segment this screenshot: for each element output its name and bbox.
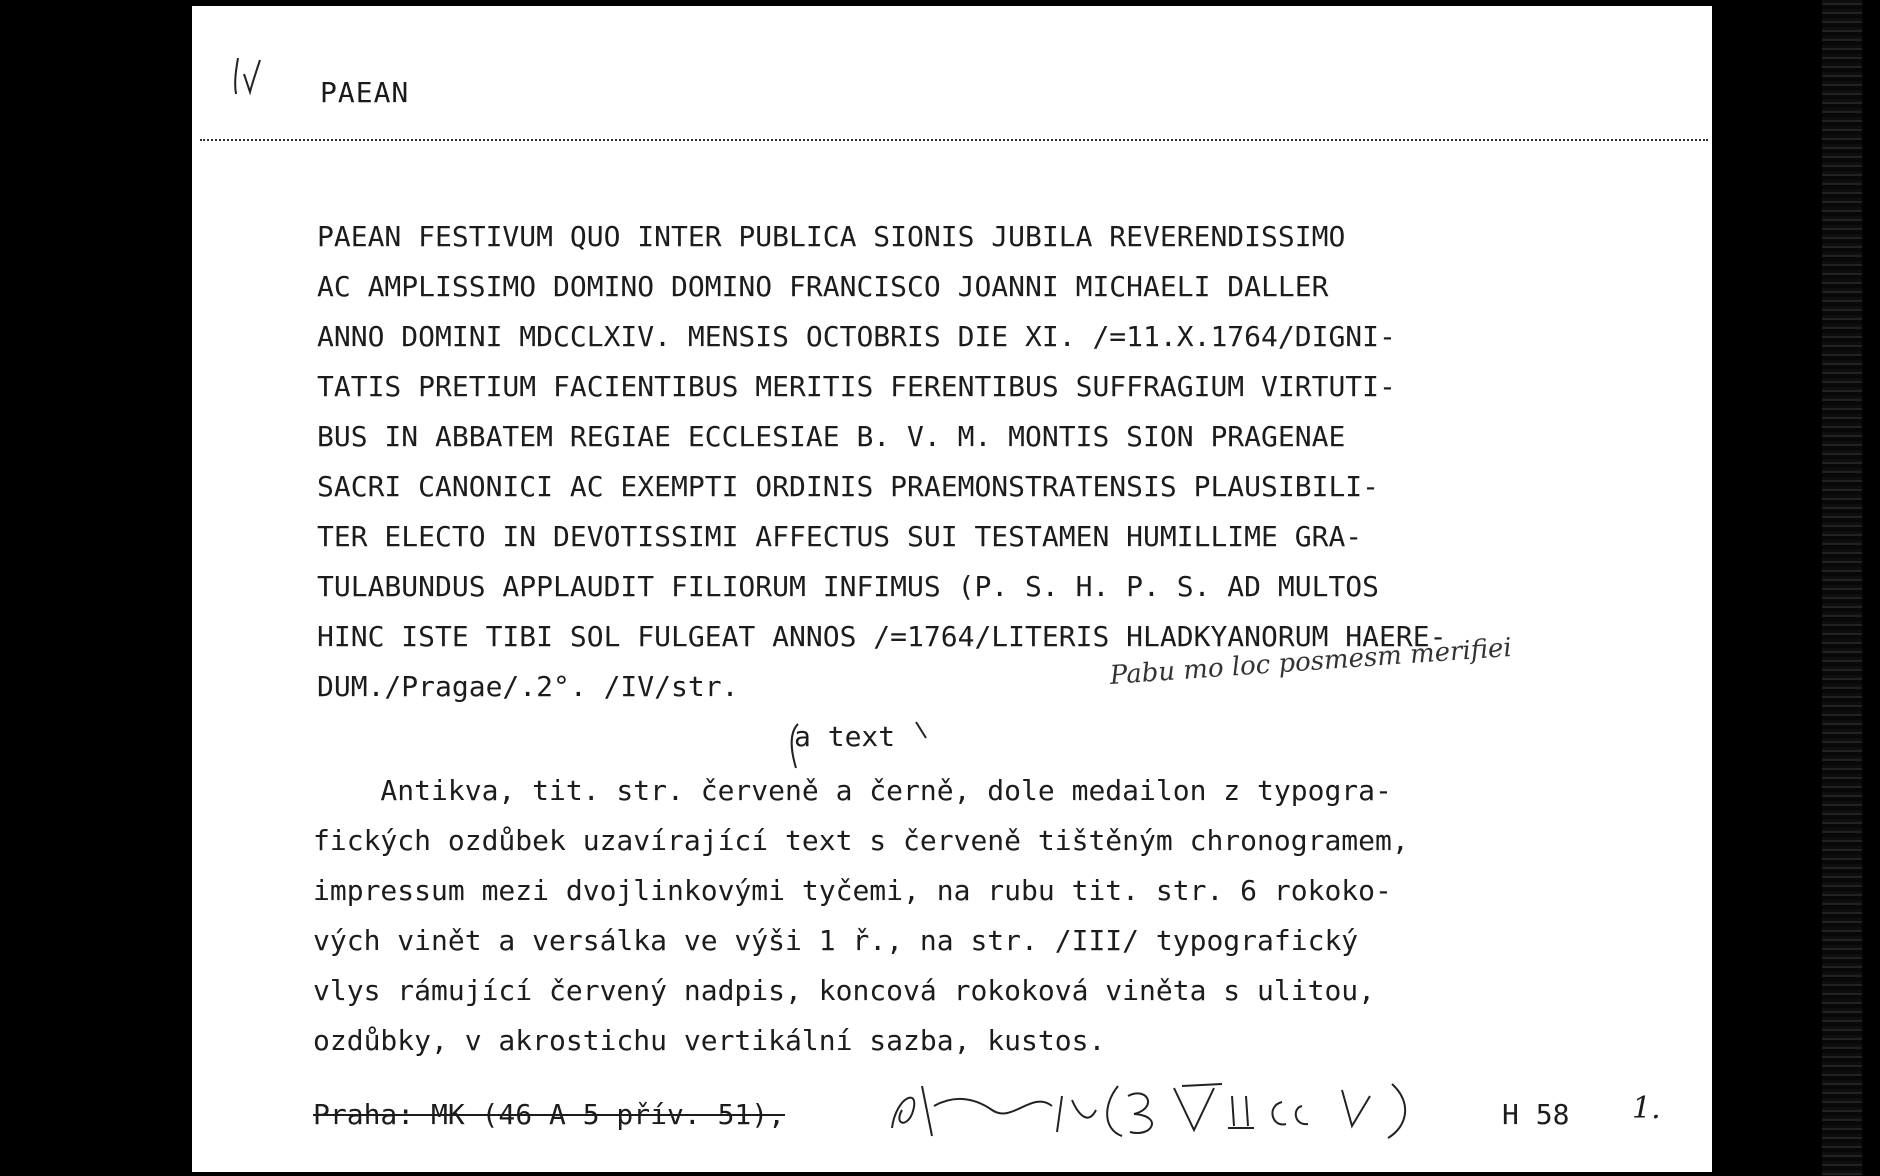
title-line: PAEAN FESTIVUM QUO INTER PUBLICA SIONIS JUBILA REVERENDISSIMO <box>317 220 1346 253</box>
title-line: SACRI CANONICI AC EXEMPTI ORDINIS PRAEMONSTRATENSIS PLAUSIBILI- <box>317 470 1380 503</box>
shelf-code: H 58 <box>1502 1098 1570 1131</box>
location-footer <box>313 1098 785 1131</box>
note-line: vlys rámující červený nadpis, koncová rokoková viněta s ulitou, <box>313 974 1376 1007</box>
note-line: Antikva, tit. str. červeně a černě, dole medailon z typogra- <box>313 774 1392 807</box>
title-line: AC AMPLISSIMO DOMINO DOMINO FRANCISCO JOANNI MICHAELI DALLER <box>317 270 1329 303</box>
struck-location: Praha: MK (46 A 5 přív. 51), <box>313 1098 786 1131</box>
title-line: TATIS PRETIUM FACIENTIBUS MERITIS FERENTIBUS SUFFRAGIUM VIRTUTI- <box>317 370 1396 403</box>
title-line: TULABUNDUS APPLAUDIT FILIORUM INFIMUS (P. S. H. P. S. AD MULTOS <box>317 570 1380 603</box>
note-line: ozdůbky, v akrostichu vertikální sazba, kustos. <box>313 1024 1106 1057</box>
handwritten-location-icon <box>882 1066 1442 1146</box>
title-line: HINC ISTE TIBI SOL FULGEAT ANNOS /=1764/LITERIS HLADKYANORUM HAERE- <box>317 620 1447 653</box>
header-divider <box>200 139 1708 141</box>
note-line: vých vinět a versálka ve výši 1 ř., na str. /III/ typografický <box>313 924 1359 957</box>
handwritten-mark-icon <box>230 50 270 100</box>
card-heading: PAEAN <box>320 76 410 109</box>
description-note <box>313 766 1713 1066</box>
page-mark: 1. <box>1632 1091 1661 1126</box>
title-line: TER ELECTO IN DEVOTISSIMI AFFECTUS SUI TESTAMEN HUMILLIME GRA- <box>317 520 1363 553</box>
scan-edge-noise <box>1822 0 1862 1176</box>
handwritten-annotation: Pabu mo loc posmesm merifiei <box>1108 632 1513 691</box>
title-line: ANNO DOMINI MDCCLXIV. MENSIS OCTOBRIS DIE XI. /=11.X.1764/DIGNI- <box>317 320 1396 353</box>
title-line: BUS IN ABBATEM REGIAE ECCLESIAE B. V. M. MONTIS SION PRAGENAE <box>317 420 1346 453</box>
catalog-card <box>192 6 1712 1172</box>
insert-text: a text <box>794 720 896 753</box>
note-line: impressum mezi dvojlinkovými tyčemi, na rubu tit. str. 6 rokoko- <box>313 874 1392 907</box>
note-line: fických ozdůbek uzavírající text s červeně tištěným chronogramem, <box>313 824 1409 857</box>
title-line: DUM./Pragae/.2°. /IV/str. <box>317 670 739 703</box>
